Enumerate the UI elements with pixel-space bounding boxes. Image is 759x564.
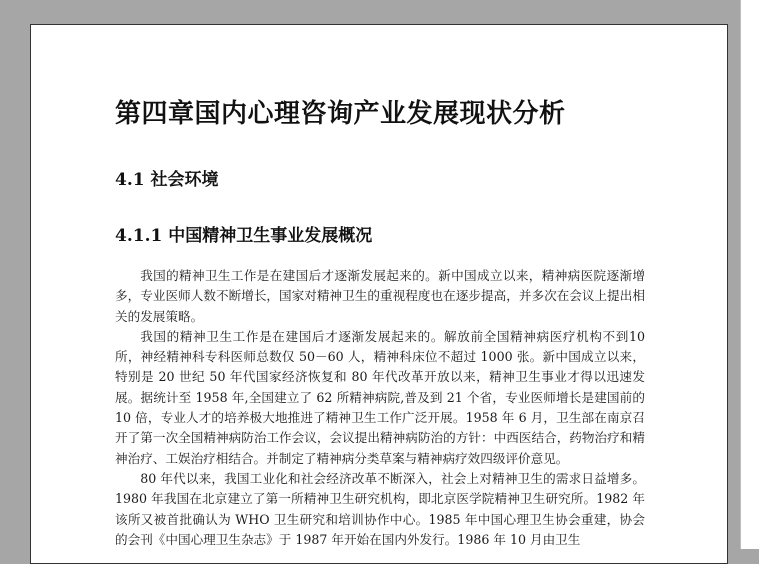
paragraph-3: 80 年代以来，我国工业化和社会经济改革不断深入，社会上对精神卫生的需求日益增多。1980 年我国在北京建立了第一所精神卫生研究机构，即北京医学院精神卫生研究所。1982 年该所又被首批确认为 WHO 卫生研究和培训协作中心。1985 年中国心理卫生协会重建，协会的会刊《中国心理卫生杂志》于 1987 年开始在国内外发行。1986 年 10 月由卫生: [115, 470, 645, 547]
section-title: 4.1 社会环境: [115, 170, 219, 190]
adjacent-page-edge: [740, 0, 759, 549]
paragraph-2: 我国的精神卫生工作是在建国后才逐渐发展起来的。解放前全国精神病医疗机构不到10所，神经精神科专科医师总数仅 50－60 人，精神科床位不超过 1000 张。新中国成立以来，特别是 20 世纪 50 年代国家经济恢复和 80 年代改革开放以来，精神卫生事业才得以迅速发展。据统计至 1958 年,全国建立了 62 所精神病院,普及到 21 个省，专业医师增长是建国前的 10 倍，专业人才的培养极大地推进了精神卫生工作广泛开展。1958 年 6 月，卫生部在南京召开了第一次全国精神病防治工作会议，会议提出精神病防治的方针：中西医结合，药物治疗和精神治疗、工娱治疗相结合。并制定了精神病分类草案与精神病疗效四级评价意见。: [115, 328, 645, 466]
document-page: [30, 24, 728, 564]
chapter-title: 第四章国内心理咨询产业发展现状分析: [115, 99, 566, 129]
subsection-title: 4.1.1 中国精神卫生事业发展概况: [115, 226, 373, 246]
paragraph-1: 我国的精神卫生工作是在建国后才逐渐发展起来的。新中国成立以来，精神病医院逐渐增多，专业医师人数不断增长，国家对精神卫生的重视程度也在逐步提高，并多次在会议上提出相关的发展策略。: [115, 268, 645, 324]
body-text: [115, 266, 645, 550]
